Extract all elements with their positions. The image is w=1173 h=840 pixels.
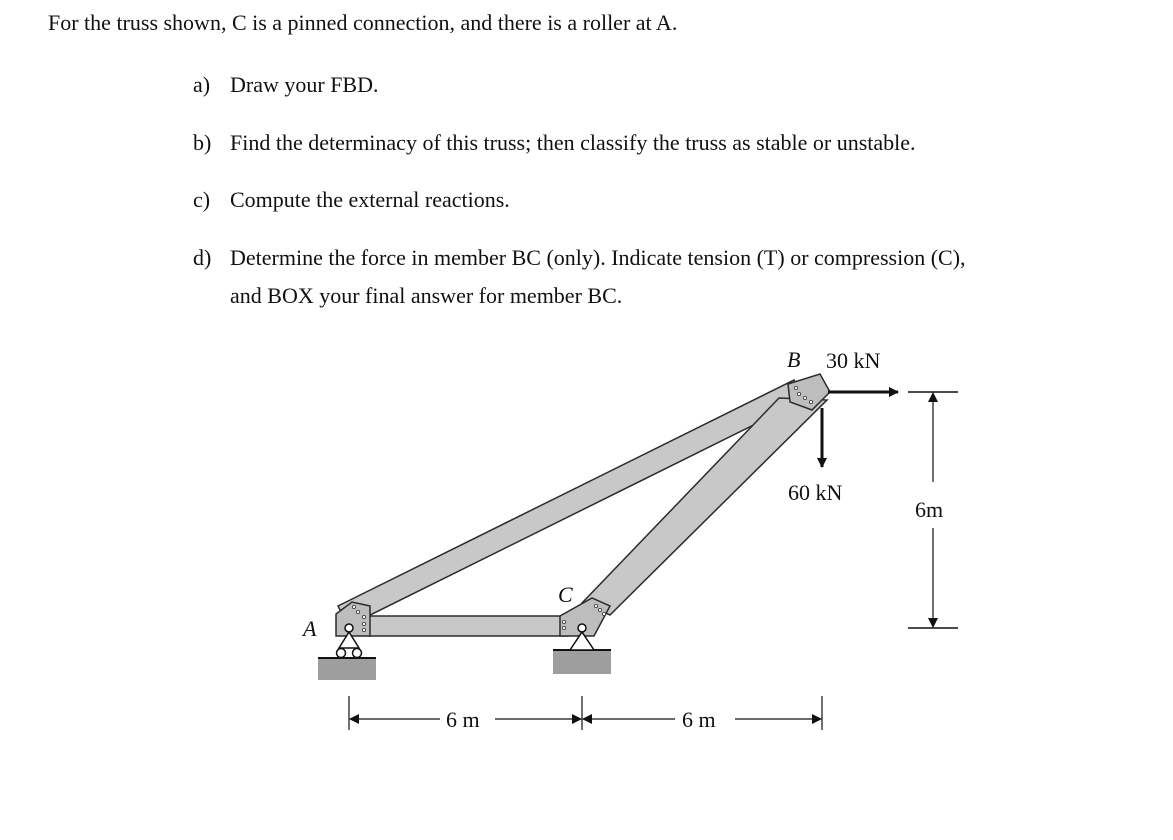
height-label: 6m bbox=[915, 497, 944, 522]
part-d-label: d) bbox=[193, 245, 212, 270]
span-ac-label: 6 m bbox=[446, 707, 480, 732]
joint-label-c: C bbox=[558, 582, 573, 607]
roller-left bbox=[337, 649, 346, 658]
joint-label-a: A bbox=[303, 616, 317, 641]
part-b-label: b) bbox=[193, 130, 212, 155]
member-ac bbox=[368, 616, 568, 636]
part-a-text: Draw your FBD. bbox=[230, 72, 379, 97]
load-label-vertical: 60 kN bbox=[788, 480, 843, 505]
ground-a bbox=[318, 658, 376, 680]
part-d-text: Determine the force in member BC (only). Indicate tension (T) or compression (C), bbox=[230, 245, 966, 270]
joint-label-b: B bbox=[787, 347, 801, 372]
load-label-horizontal: 30 kN bbox=[826, 348, 881, 373]
ground-c bbox=[553, 650, 611, 674]
part-a-label: a) bbox=[193, 72, 211, 97]
problem-intro: For the truss shown, C is a pinned connection, and there is a roller at A. bbox=[48, 10, 678, 35]
part-c-text: Compute the external reactions. bbox=[230, 187, 510, 212]
roller-right bbox=[353, 649, 362, 658]
part-c-label: c) bbox=[193, 187, 211, 212]
span-cb-label: 6 m bbox=[682, 707, 716, 732]
part-b-text: Find the determinacy of this truss; then classify the truss as stable or unstable. bbox=[230, 130, 916, 155]
part-d-continuation: and BOX your final answer for member BC. bbox=[230, 283, 623, 308]
